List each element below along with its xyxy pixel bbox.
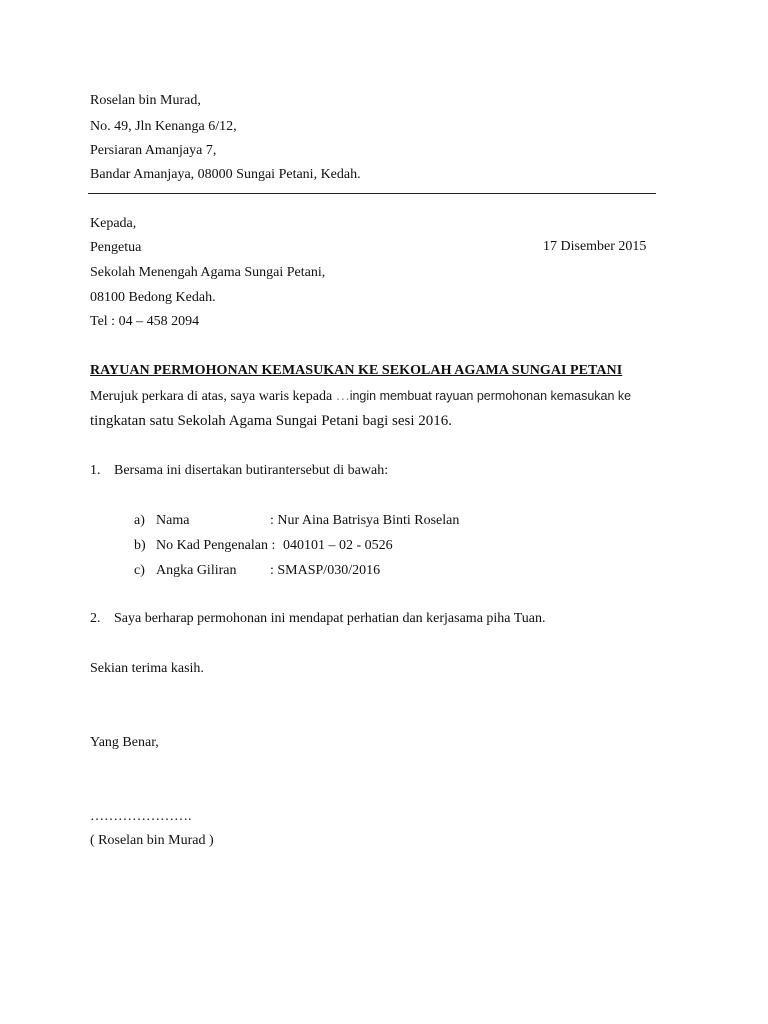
detail-field: Nama — [156, 513, 190, 528]
sender-address-line-3: Bandar Amanjaya, 08000 Sungai Petani, Kedah. — [90, 167, 361, 182]
sender-name: Roselan bin Murad, — [90, 93, 201, 108]
point-1-text: Bersama ini disertakan butirantersebut di bawah: — [114, 463, 389, 478]
sign-off: Yang Benar, — [90, 735, 159, 750]
detail-value-name: : Nur Aina Batrisya Binti Roselan — [270, 513, 460, 528]
signature-line: …………………. — [90, 809, 192, 824]
intro-ellipsis: … — [335, 389, 350, 404]
point-1 — [90, 462, 388, 480]
detail-value-ic: 040101 – 02 - 0526 — [283, 538, 393, 553]
point-1-number: 1. — [90, 463, 101, 478]
recipient-greeting: Kepada, — [90, 216, 137, 231]
signature-name: ( Roselan bin Murad ) — [90, 833, 214, 848]
detail-field: Angka Giliran — [156, 563, 237, 578]
recipient-school: Sekolah Menengah Agama Sungai Petani, — [90, 265, 326, 280]
sender-address-line-1: No. 49, Jln Kenanga 6/12, — [90, 119, 237, 134]
detail-item-name — [134, 512, 189, 530]
sender-address-line-2: Persiaran Amanjaya 7, — [90, 143, 217, 158]
detail-field: No Kad Pengenalan : — [156, 538, 276, 553]
point-2-number: 2. — [90, 611, 101, 626]
recipient-title: Pengetua — [90, 240, 142, 255]
detail-label: a) — [134, 513, 145, 528]
detail-item-giliran — [134, 562, 236, 580]
point-2-text: Saya berharap permohonan ini mendapat perhatian dan kerjasama piha Tuan. — [114, 611, 546, 626]
intro-line-2: tingkatan satu Sekolah Agama Sungai Petani bagi sesi 2016. — [90, 413, 453, 429]
intro-text-part-2: ingin membuat rayuan permohonan kemasukan ke — [349, 389, 632, 403]
detail-label: b) — [134, 538, 146, 553]
recipient-tel: Tel : 04 – 458 2094 — [90, 314, 200, 329]
detail-value-giliran: : SMASP/030/2016 — [270, 563, 381, 578]
intro-line-1 — [90, 387, 631, 406]
header-divider — [88, 193, 656, 194]
letter-date: 17 Disember 2015 — [543, 239, 647, 254]
detail-label: c) — [134, 563, 145, 578]
intro-text-part-1: Merujuk perkara di atas, saya waris kepada — [90, 389, 336, 404]
closing-text: Sekian terima kasih. — [90, 661, 204, 676]
detail-item-ic — [134, 537, 275, 555]
point-2 — [90, 610, 546, 628]
letter-subject: RAYUAN PERMOHONAN KEMASUKAN KE SEKOLAH AGAMA SUNGAI PETANI — [90, 363, 623, 378]
recipient-address: 08100 Bedong Kedah. — [90, 290, 216, 305]
